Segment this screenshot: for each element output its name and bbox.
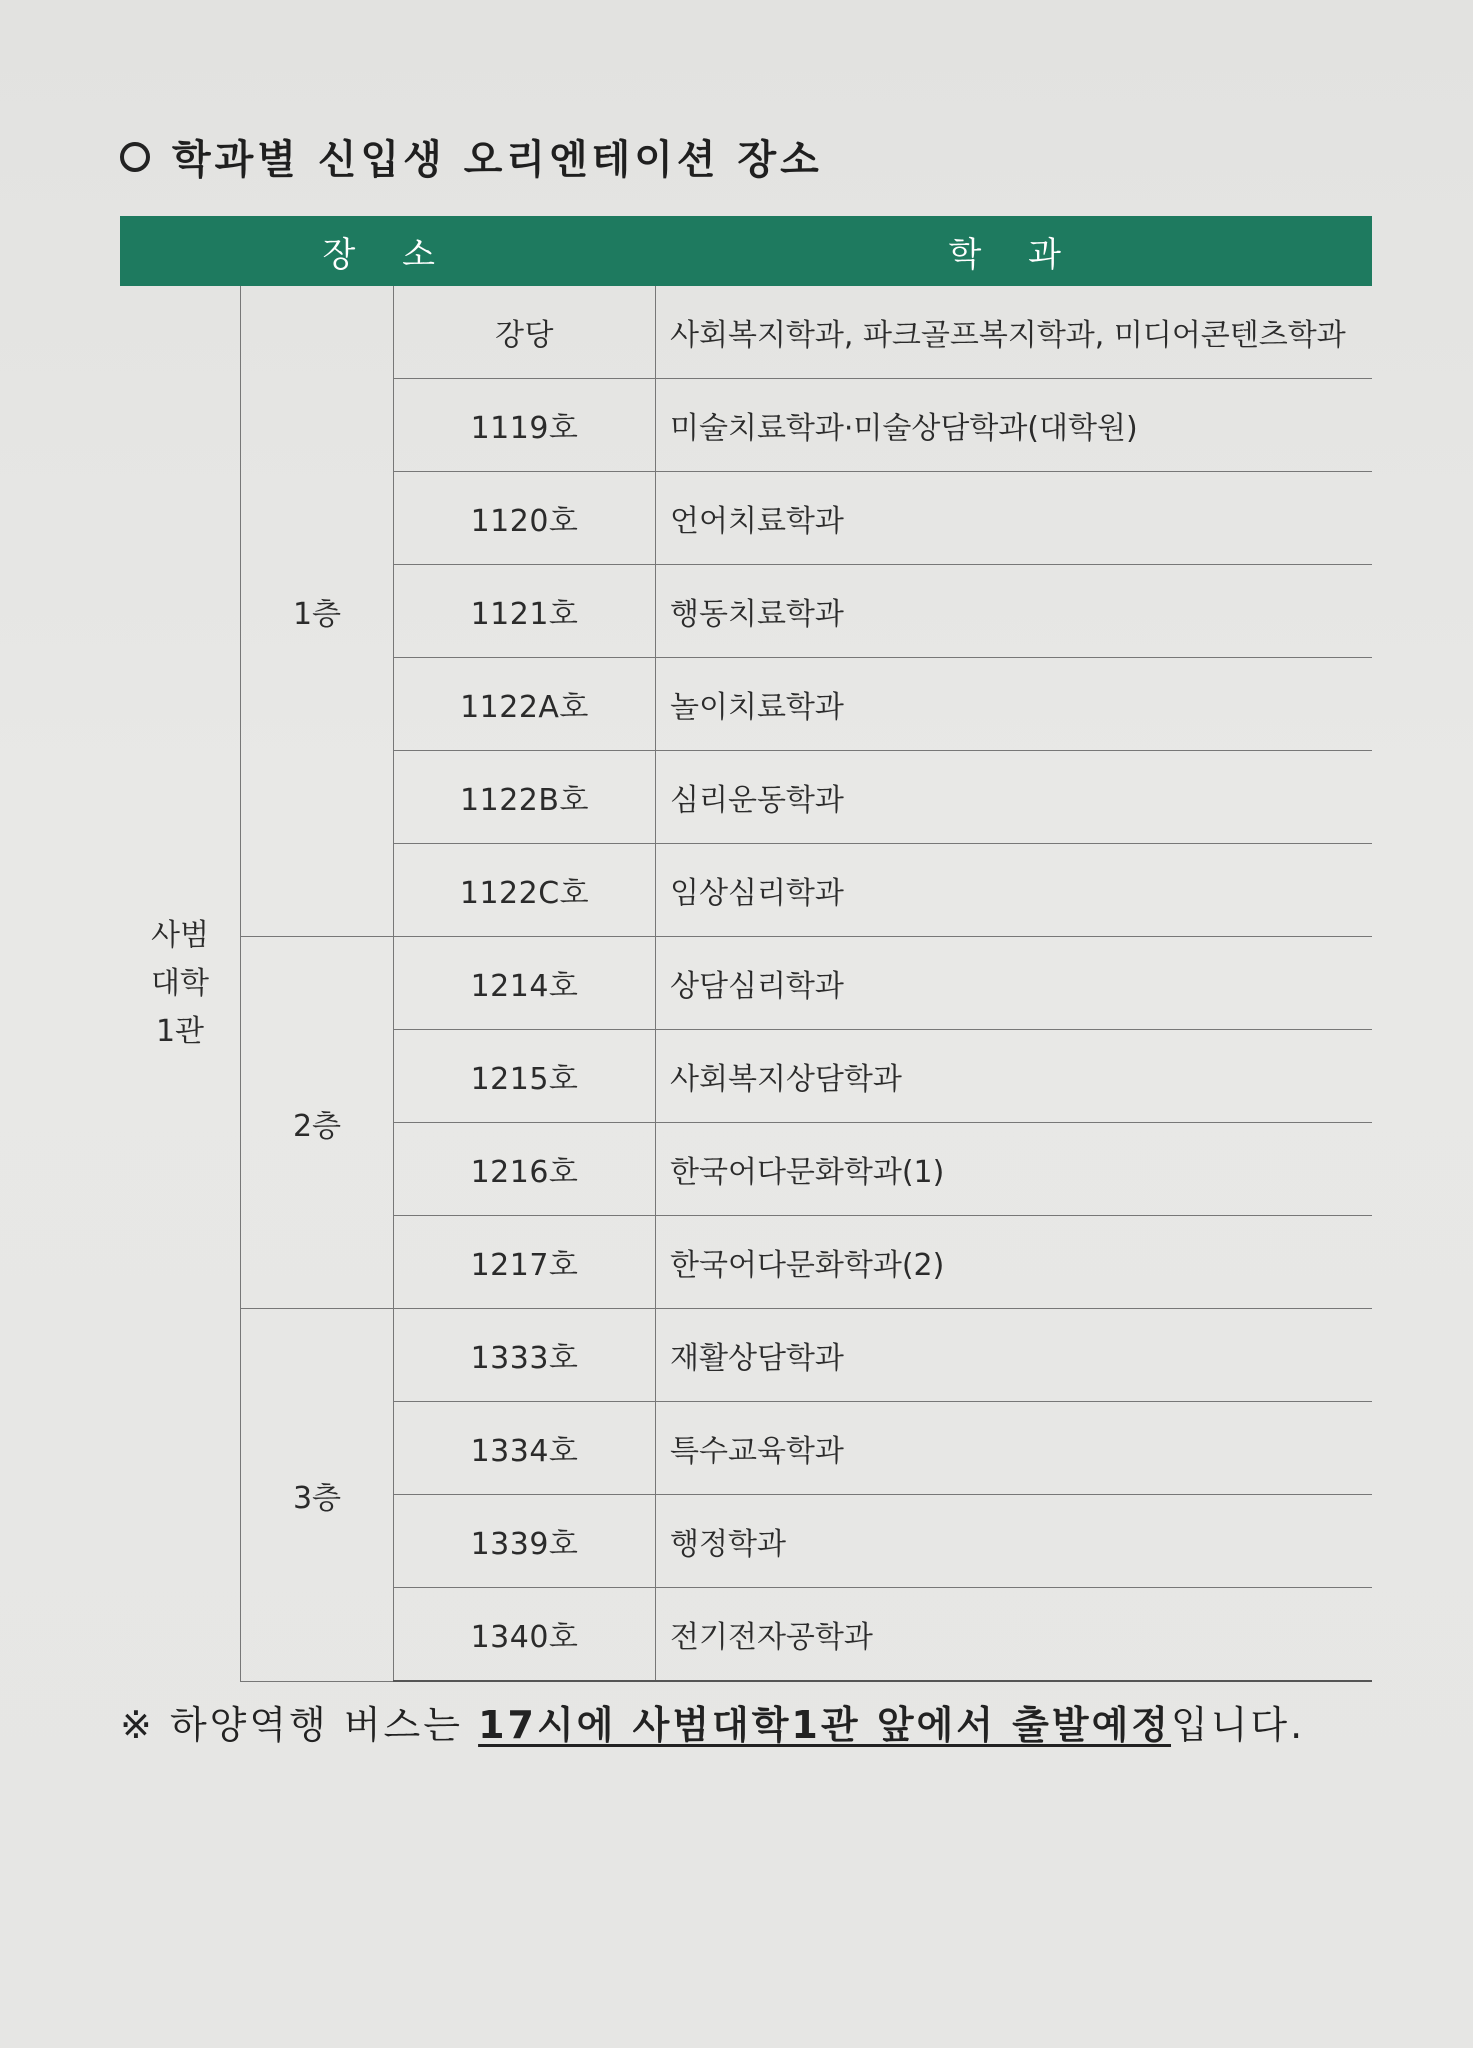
table-row — [120, 937, 1372, 1030]
title-text: 학과별 신입생 오리엔테이션 장소 — [172, 137, 823, 183]
dept-cell: 임상심리학과 — [656, 844, 1373, 937]
notice-prefix: 하양역행 버스는 — [169, 1703, 463, 1747]
room-cell: 1216호 — [394, 1123, 656, 1216]
dept-cell: 전기전자공학과 — [656, 1588, 1373, 1682]
building-label-line: 대학 — [151, 965, 209, 1001]
table-header-row — [120, 216, 1372, 286]
room-cell: 1122B호 — [394, 751, 656, 844]
dept-cell: 상담심리학과 — [656, 937, 1373, 1030]
dept-cell: 심리운동학과 — [656, 751, 1373, 844]
room-cell: 1122A호 — [394, 658, 656, 751]
room-cell: 1122C호 — [394, 844, 656, 937]
room-cell: 1339호 — [394, 1495, 656, 1588]
dept-cell: 사회복지상담학과 — [656, 1030, 1373, 1123]
dept-cell: 놀이치료학과 — [656, 658, 1373, 751]
table-row — [120, 286, 1372, 379]
floor-cell: 2층 — [241, 937, 394, 1309]
dept-cell: 언어치료학과 — [656, 472, 1373, 565]
building-cell — [120, 286, 241, 1681]
room-cell: 1119호 — [394, 379, 656, 472]
dept-cell: 특수교육학과 — [656, 1402, 1373, 1495]
orientation-location-table — [120, 216, 1372, 1682]
dept-cell: 미술치료학과·미술상담학과(대학원) — [656, 379, 1373, 472]
building-label-line: 1관 — [155, 1013, 205, 1049]
reference-mark: ※ — [120, 1703, 155, 1747]
building-label-line: 사범 — [151, 917, 209, 953]
header-dept: 학 과 — [656, 216, 1373, 286]
bus-notice — [120, 1694, 1305, 1749]
dept-cell: 한국어다문화학과(1) — [656, 1123, 1373, 1216]
notice-emphasis: 17시에 사범대학1관 앞에서 출발예정 — [478, 1703, 1172, 1747]
page-title — [120, 128, 823, 185]
room-cell: 1120호 — [394, 472, 656, 565]
floor-cell: 3층 — [241, 1309, 394, 1682]
header-place: 장 소 — [120, 216, 656, 286]
table-row — [120, 1309, 1372, 1402]
room-cell: 강당 — [394, 286, 656, 379]
dept-cell: 재활상담학과 — [656, 1309, 1373, 1402]
floor-cell: 1층 — [241, 286, 394, 937]
dept-cell: 한국어다문화학과(2) — [656, 1216, 1373, 1309]
room-cell: 1333호 — [394, 1309, 656, 1402]
room-cell: 1334호 — [394, 1402, 656, 1495]
dept-cell: 행동치료학과 — [656, 565, 1373, 658]
dept-cell: 행정학과 — [656, 1495, 1373, 1588]
room-cell: 1340호 — [394, 1588, 656, 1682]
circle-bullet-icon — [120, 142, 150, 172]
room-cell: 1121호 — [394, 565, 656, 658]
room-cell: 1215호 — [394, 1030, 656, 1123]
room-cell: 1214호 — [394, 937, 656, 1030]
dept-cell: 사회복지학과, 파크골프복지학과, 미디어콘텐츠학과 — [656, 286, 1373, 379]
room-cell: 1217호 — [394, 1216, 656, 1309]
notice-suffix: 입니다. — [1171, 1703, 1306, 1747]
